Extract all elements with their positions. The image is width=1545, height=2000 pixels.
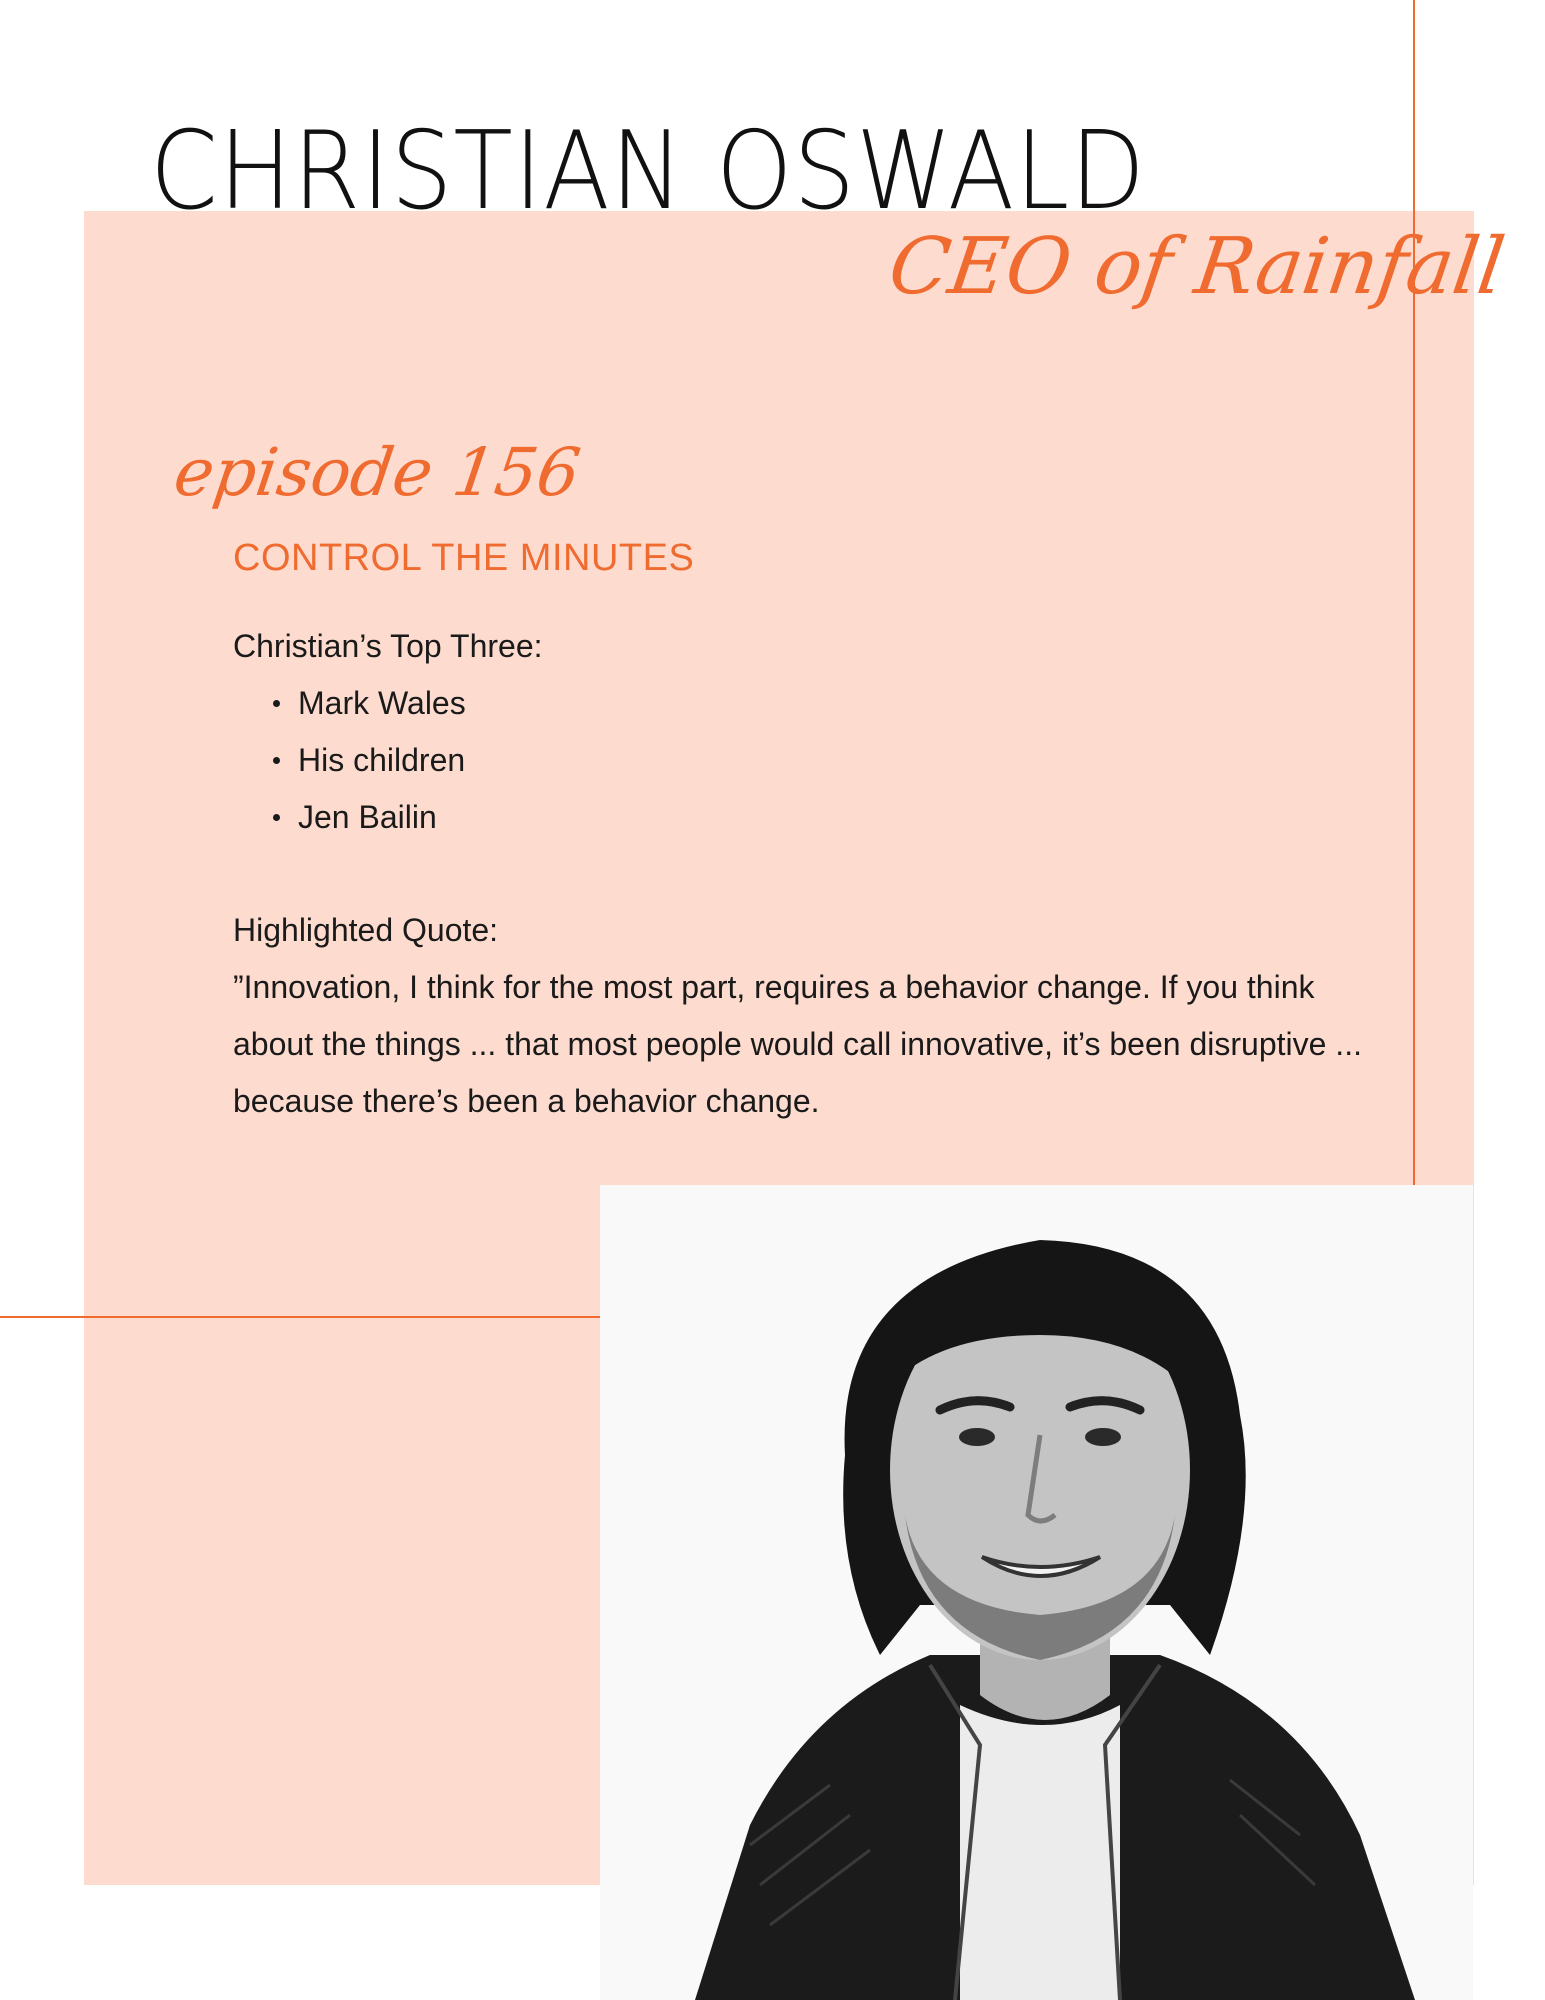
guest-portrait-photo: [600, 1185, 1473, 2000]
episode-title: CONTROL THE MINUTES: [233, 537, 695, 579]
quote-heading: Highlighted Quote:: [233, 912, 499, 948]
guest-role: CEO of Rainfall: [883, 222, 1510, 312]
spacer: [233, 846, 1373, 902]
horizontal-accent-line: [0, 1316, 600, 1318]
list-item: His children: [273, 732, 1373, 789]
vertical-accent-line: [1413, 0, 1415, 1185]
list-item: Jen Bailin: [273, 789, 1373, 846]
top-three-heading: Christian’s Top Three:: [233, 628, 543, 664]
episode-label: episode 156: [169, 434, 585, 511]
top-three-list: [233, 675, 1373, 846]
quote-text: ”Innovation, I think for the most part, requires a behavior change. If you think about the things ... that most people would call innovative, it’s been disruptive ... because there’s been a behavior change.: [233, 969, 1362, 1119]
guest-name: CHRISTIAN OSWALD: [150, 109, 1146, 234]
list-item: Mark Wales: [273, 675, 1373, 732]
episode-notes: [233, 618, 1373, 1130]
portrait-illustration: [600, 1185, 1473, 2000]
